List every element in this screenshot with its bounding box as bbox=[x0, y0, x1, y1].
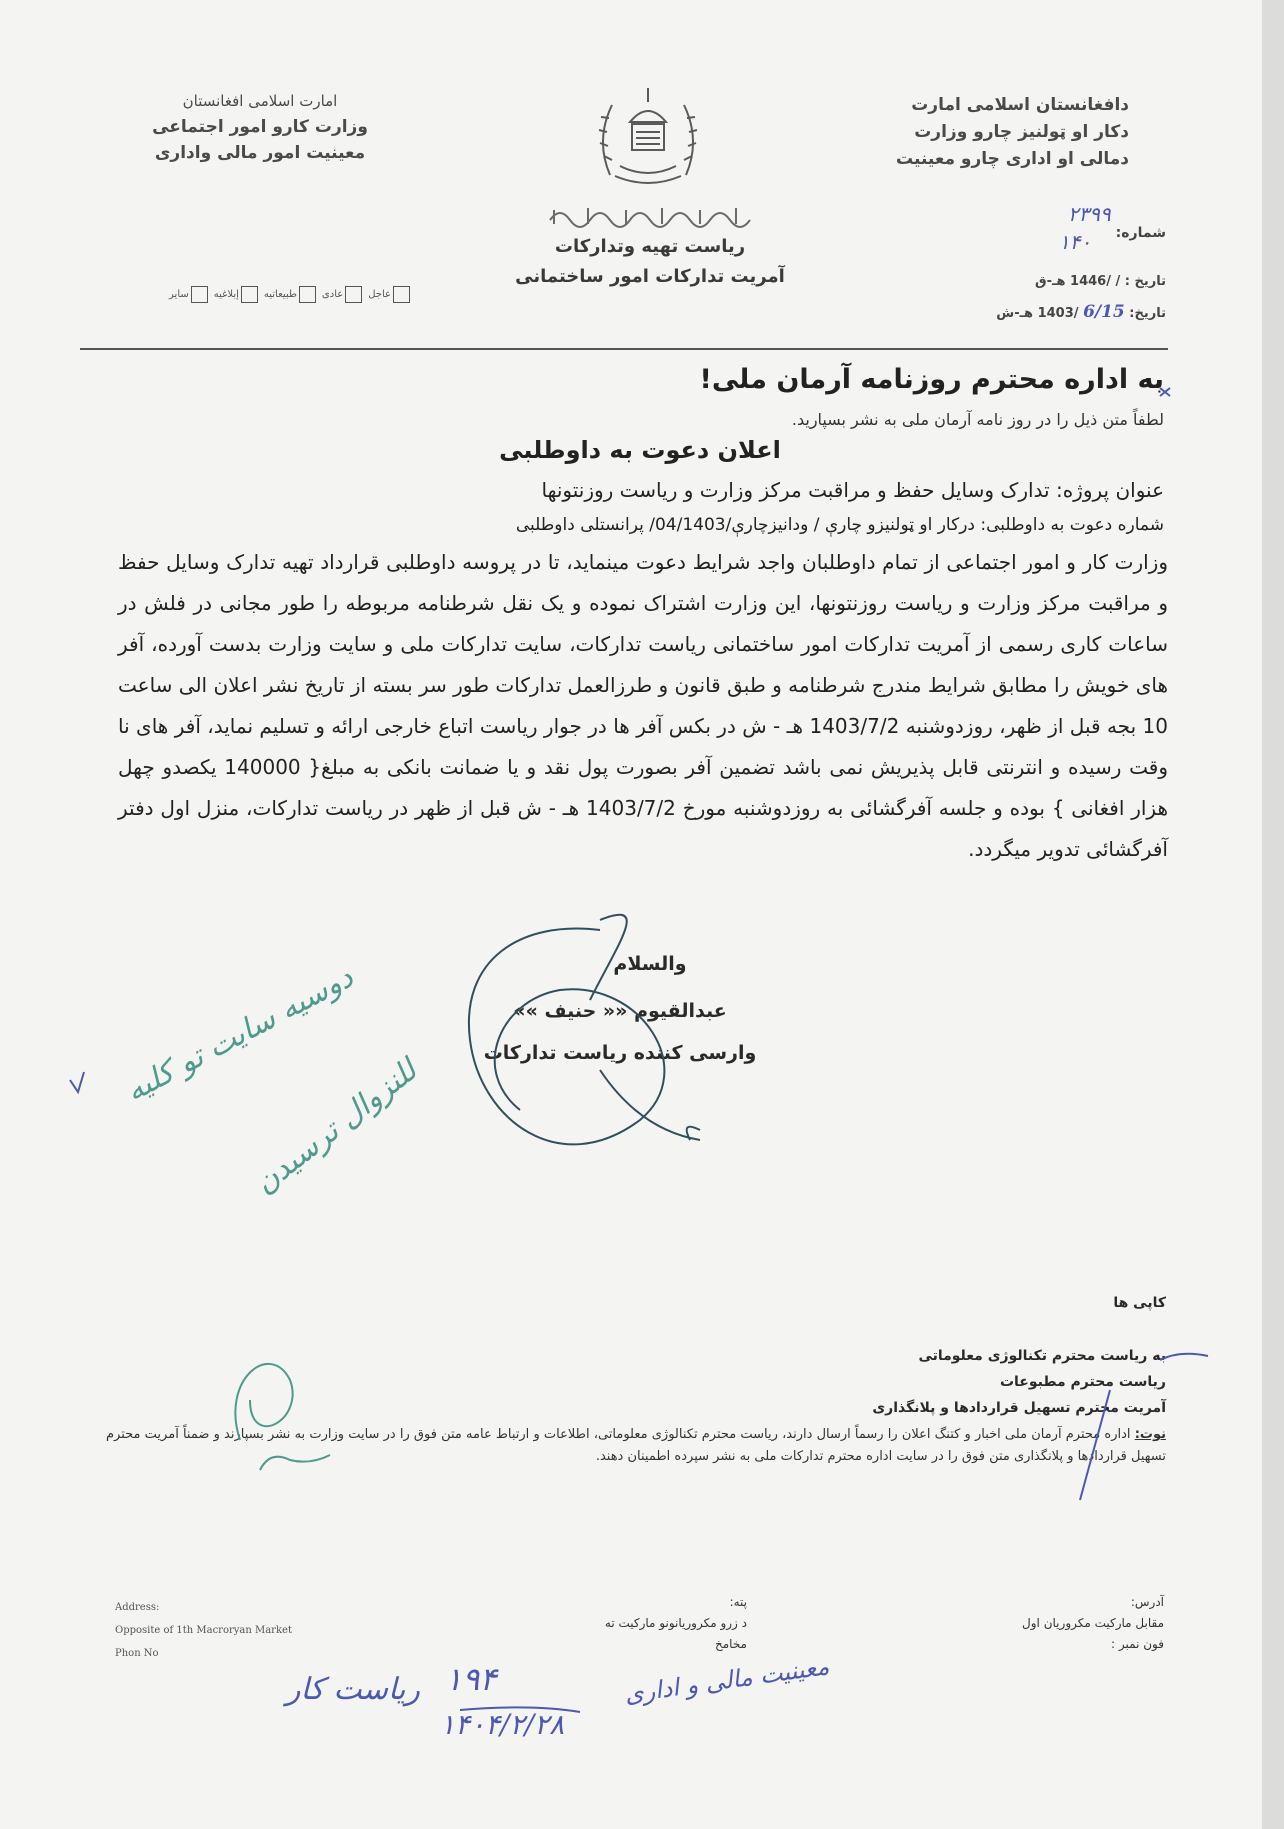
copy-item: آمریت محترم تسهیل قراردادها و پلانگذاری bbox=[872, 1400, 1166, 1416]
handwritten-footer-office: ریاست کار bbox=[285, 1672, 420, 1707]
header-left-line1: امارت اسلامی افغانستان bbox=[182, 92, 338, 110]
handwritten-margin-note-2: للنزوال ترسیدن bbox=[247, 1052, 424, 1202]
footer-address-dari bbox=[904, 1592, 1164, 1655]
checkbox-box[interactable] bbox=[241, 286, 258, 303]
checkbox-other[interactable] bbox=[169, 286, 208, 303]
checkbox-box[interactable] bbox=[393, 286, 410, 303]
signer-name: عبدالقیوم «« حنیف »» bbox=[513, 1000, 727, 1022]
handwritten-footer-number: ۱۹۴ bbox=[445, 1660, 497, 1698]
footer-address-line: د زرو مکروریانونو مارکیت ته bbox=[604, 1616, 747, 1630]
announcement-body: وزارت کار و امور اجتماعی از تمام داوطلبان واجد شرایط دعوت مینماید، تا در پروسه داوطلبی قرارداد تهیه تدارک وسایل حفظ و مراقبت مرکز وزارت و ریاست روزنتونها، این وزارت اشتراک نموده و یک نقل شرطنامه مربوطه را طور مجانی در فلش در ساعات کاری رسمی از آمریت تدارکات امور ساختمانی ریاست تدارکات، سایت تدارکات ملی و سایت وزارت بدست آورده، آفر های خویش را مطابق شرایط مندرج شرطنامه و طبق قانون و طرزالعمل تدارکات طور سر بسته از تاریخ نشر اعلان الی ساعت 10 بجه قبل از ظهر، روزدوشنبه 1403/7/2 هـ - ش در بکس آفر ها در جوار ریاست اتباع خارجی ارائه و تسلیم نماید، آفر های نا وقت رسیده و انترنتی قابل پذیریش نمی باشد تضمین آفر بصورت پول نقد و یا ضمانت بانکی به مبلغ{ 140000 یکصدو چهل هزار افغانی } بوده و جلسه آفرگشائی به روزدوشنبه مورخ 1403/7/2 هـ - ش قبل از ظهر در ریاست تدارکات، منزل اول دفتر آفرگشائی تدویر میگردد. bbox=[118, 550, 1168, 861]
header-center-line2: آمریت تدارکات امور ساختمانی bbox=[515, 266, 785, 287]
handwritten-margin-note-1: دوسیه سایت تو کلیه bbox=[120, 959, 359, 1109]
checkbox-label: إبلاغیه bbox=[213, 288, 239, 300]
footer-address-label: آدرس: bbox=[1130, 1595, 1164, 1609]
date-solar bbox=[866, 302, 1166, 322]
note-label: نوت: bbox=[1134, 1427, 1166, 1442]
footer-address-english bbox=[115, 1596, 355, 1665]
publish-request: لطفاً متن ذیل را در روز نامه آرمان ملی به نشر بسپارید. bbox=[791, 410, 1164, 429]
footer-phone-label: فون نمبر : bbox=[1111, 1637, 1164, 1651]
emirate-emblem-icon bbox=[590, 80, 706, 192]
note bbox=[106, 1424, 1166, 1468]
header-center-line1: ریاست تهیه وتدارکات bbox=[554, 236, 746, 257]
copy-item: به ریاست محترم تکنالوژی معلوماتی bbox=[918, 1348, 1166, 1364]
checkbox-label: سایر bbox=[169, 288, 189, 300]
checkbox-label: عاجل bbox=[368, 288, 391, 300]
calligraphy-shahada-icon bbox=[540, 202, 760, 230]
number-value: ۲۳۹۹ bbox=[1067, 202, 1111, 226]
project-title: عنوان پروژه: تدارک وسایل حفظ و مراقبت مرکز وزارت و ریاست روزنتونها bbox=[541, 478, 1164, 502]
announcement-title: اعلان دعوت به داوطلبی bbox=[499, 436, 781, 464]
date-solar-rest: /1403 هـ-ش bbox=[996, 306, 1079, 321]
checkbox-box[interactable] bbox=[191, 286, 208, 303]
footer-address-line: مخامخ bbox=[714, 1637, 747, 1651]
copies-list bbox=[786, 1343, 1166, 1421]
header-left-line3: معینیت امور مالی واداری bbox=[154, 143, 366, 163]
checkbox-print[interactable] bbox=[264, 286, 316, 303]
footer-address-label: پته: bbox=[729, 1595, 747, 1609]
note-text: اداره محترم آرمان ملی اخبار و کتنگ اعلان را رسماً ارسال دارند، ریاست محترم تکنالوژی معلوماتی، اطلاعات و ارتباط عامه متن فوق را در سایت وزارت به نشر بسپارند و ضمناً آمریت محترم تسهیل قراردادها و پلانگذاری متن فوق را در سایت اداره محترم تدارکات ملی به نشر سپرده اطمینان دهند. bbox=[106, 1427, 1166, 1464]
header-left-line2: وزارت کارو امور اجتماعی bbox=[152, 117, 368, 137]
closing: والسلام bbox=[613, 953, 687, 975]
header-right-line1: دافغانستان اسلامی امارت bbox=[911, 95, 1129, 115]
checkbox-normal[interactable] bbox=[322, 286, 362, 303]
date-solar-label: تاریخ: bbox=[1129, 306, 1166, 321]
footer-phone-label: Phon No bbox=[115, 1648, 159, 1659]
scan-edge bbox=[1262, 0, 1284, 1829]
checkbox-label: عادی bbox=[321, 288, 344, 300]
date-lunar: تاریخ : / /1446 هـ-ق bbox=[1035, 274, 1166, 289]
signer-block bbox=[440, 990, 800, 1074]
header-right bbox=[789, 92, 1129, 173]
footer-address-pashto bbox=[512, 1592, 747, 1655]
number-label: شماره: bbox=[1115, 225, 1166, 241]
addressee: به اداره محترم روزنامه آرمان ملی! bbox=[699, 364, 1164, 395]
letter-number bbox=[866, 202, 1166, 242]
header-center bbox=[485, 232, 815, 292]
copy-item: ریاست محترم مطبوعات bbox=[999, 1374, 1166, 1390]
footer-address-line: Opposite of 1th Macroryan Market bbox=[115, 1625, 292, 1636]
copies-heading: کاپی ها bbox=[1113, 1295, 1166, 1311]
header-left bbox=[95, 88, 425, 166]
header-divider bbox=[80, 348, 1168, 350]
date-solar-hand: 6/15 bbox=[1083, 302, 1125, 322]
signer-position: وارسی کننده ریاست تدارکات bbox=[483, 1042, 757, 1064]
footer-address-label: Address: bbox=[115, 1602, 160, 1613]
checkbox-box[interactable] bbox=[345, 286, 362, 303]
header-right-line3: دمالی او اداری چارو معینیت bbox=[896, 149, 1129, 169]
number-sub: ۱۴۰ bbox=[1058, 230, 1092, 254]
bid-number: شماره دعوت به داوطلبی: درکار او ټولنیزو چارې / ودانیزچارې/04/1403/ پرانستلی داوطلبی bbox=[515, 515, 1164, 535]
checkbox-box[interactable] bbox=[299, 286, 316, 303]
checkbox-notify[interactable] bbox=[214, 286, 258, 303]
handwritten-footer-dept: معینیت مالی و اداری bbox=[622, 1652, 831, 1709]
handwritten-footer-date: ۱۴۰۴/۲/۲۸ bbox=[440, 1708, 565, 1741]
checkbox-urgent[interactable] bbox=[368, 286, 410, 303]
footer-address-line: مقابل مارکیت مکروریان اول bbox=[1022, 1616, 1164, 1630]
header-right-line2: دکار او ټولنیز چارو وزارت bbox=[914, 122, 1129, 142]
checkbox-label: طبیعاتیه bbox=[263, 288, 297, 300]
priority-checkboxes bbox=[90, 282, 410, 306]
